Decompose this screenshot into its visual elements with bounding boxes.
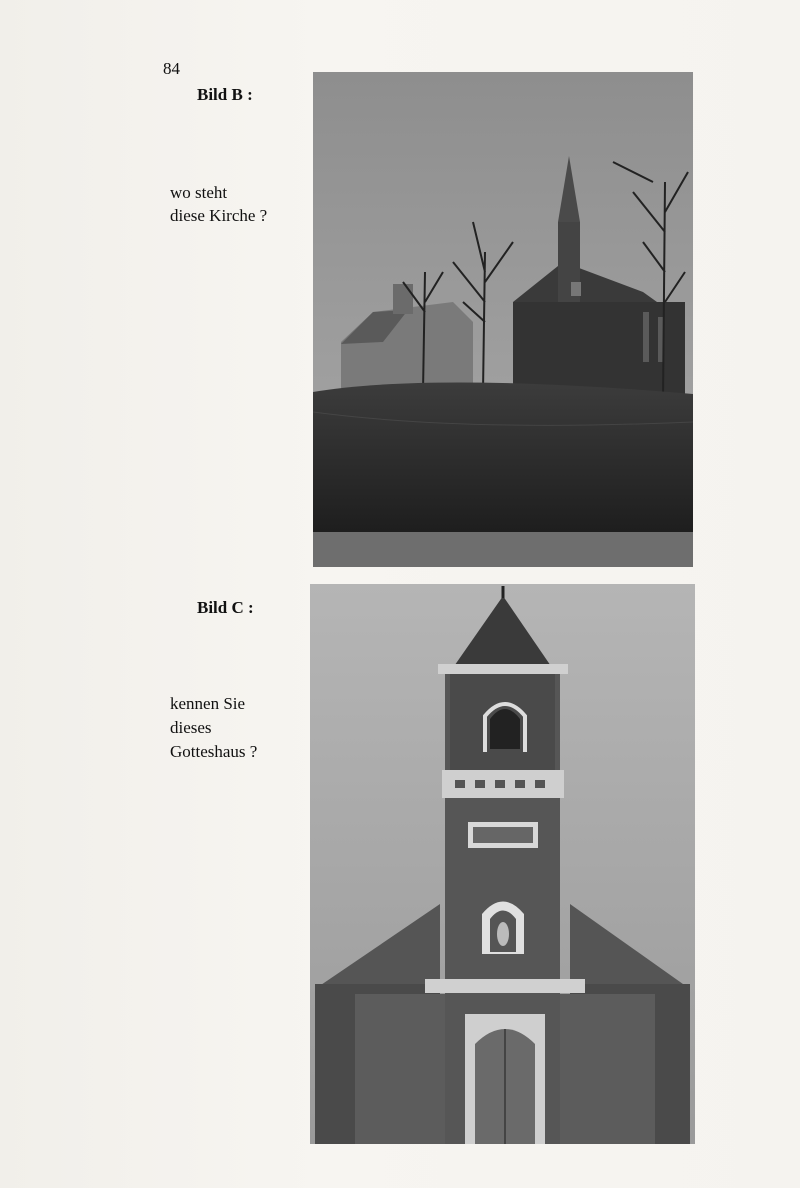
- bleed-through-text: [150, 120, 154, 195]
- figure-c-question-line-3: Gotteshaus ?: [170, 742, 258, 761]
- figure-b-label: Bild B :: [197, 85, 253, 104]
- figure-c-question-line-1: kennen Sie: [170, 694, 246, 713]
- church-hill-image: [313, 72, 693, 567]
- church-tower-image: [310, 584, 695, 1144]
- figure-b-question-line-2: diese Kirche ?: [170, 206, 268, 225]
- figure-c-label: Bild C :: [197, 598, 254, 617]
- figure-b-photo: [313, 72, 693, 567]
- page-number: 84: [163, 59, 180, 78]
- figure-c-photo: [310, 584, 695, 1144]
- figure-c-question-line-2: dieses: [170, 718, 212, 737]
- figure-b-question-line-1: wo steht: [170, 183, 228, 202]
